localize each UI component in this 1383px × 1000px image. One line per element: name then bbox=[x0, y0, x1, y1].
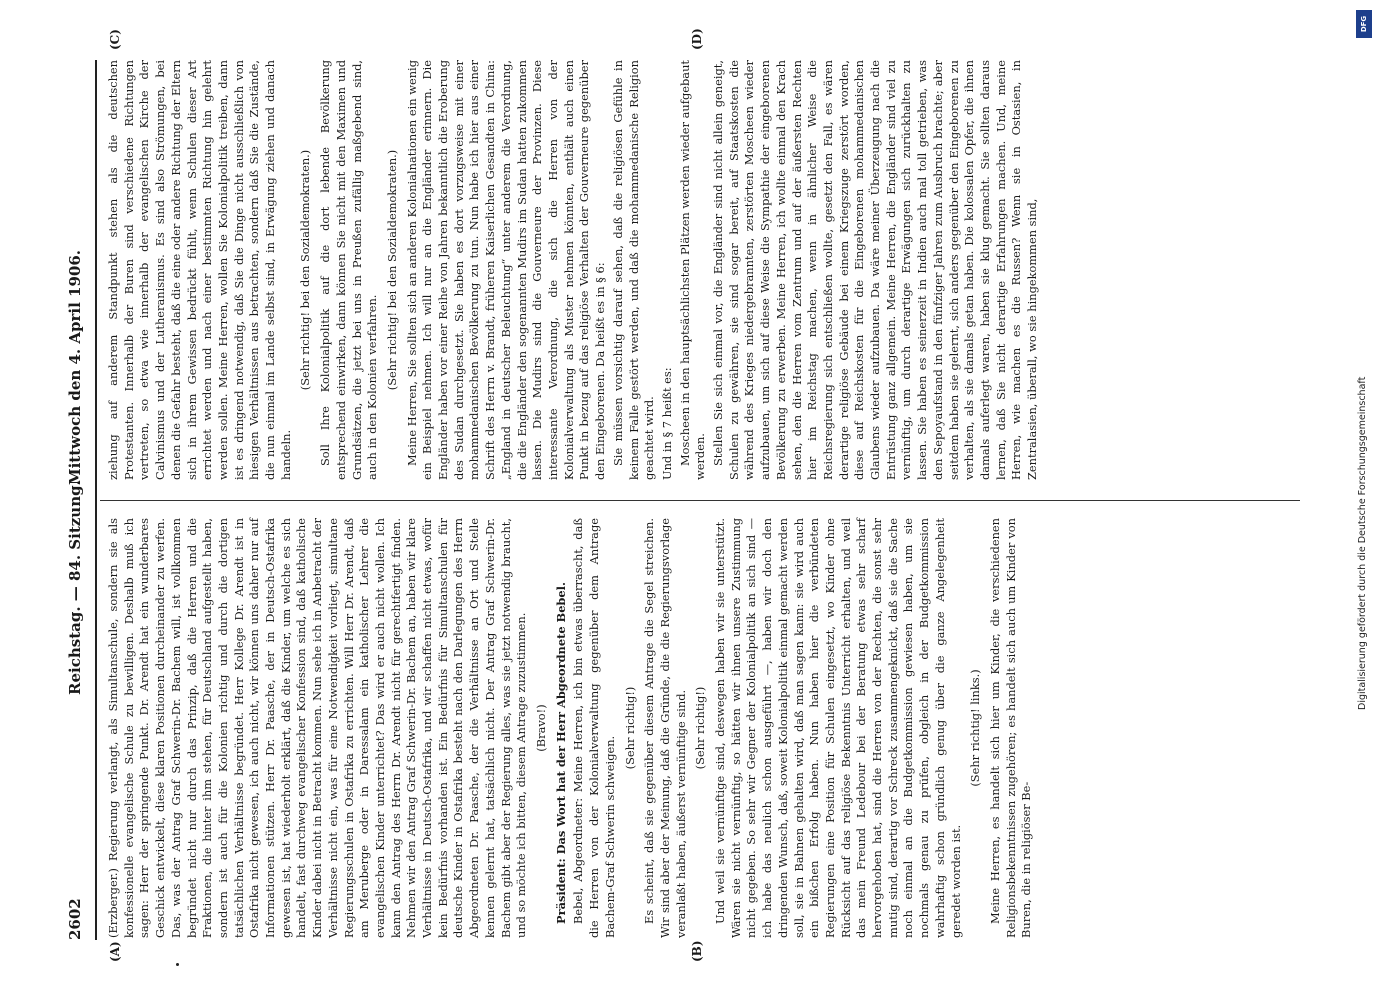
page-number: 2602 bbox=[66, 898, 84, 940]
digitization-credit bbox=[1357, 10, 1371, 710]
interjection: (Sehr richtig! bei den Sozialdemokraten.) bbox=[384, 149, 399, 391]
column-divider bbox=[100, 500, 1300, 501]
interjection: (Sehr richtig!) bbox=[622, 686, 637, 770]
session-title: Reichstag. — 84. Sitzung. bbox=[66, 480, 84, 695]
paragraph: Und in § 7 heißt es: bbox=[659, 367, 674, 480]
paragraph: Stellen Sie sich einmal vor, die Engländer sind nicht allein geneigt, Schulen zu gewähren, sie sind sogar bereit, auf Staatskosten die während des Krieges niedergebrannten, zerstörten Moscheen wieder aufzubauen, um sich auf diese Weise die Sympathie der eingeborenen Bevölkerung zu erwerben. Meine Herren, ich wollte einmal den Krach sehen, den die Herren vom Zentrum und auf der äußersten Rechten hier im Reichstag machen, wenn in ähnlicher Weise die Reichsregierung sich entschließen wollte, gesetzt den Fall, es wären derartige religiöse Gebäude bei einem Kriegszuge zerstört worden, diese auf Reichskosten für die Eingeborenen mohammedanischen Glaubens wieder aufzubauen. Da wäre meiner Überzeugung nach die Entrüstung ganz allgemein. Meine Herren, die Engländer sind viel zu vernünftig, um durch derartige Erwägungen sich zurückhalten zu lassen. Sie haben es seinerzeit in Indien auch mal toll getrieben, was den Sepoyaufstand in den fünfziger Jahren zum Ausbruch brachte; aber seitdem haben sie gelernt, sich anders gegenüber den Eingeborenen zu verhalten, als sie damals getan haben. Die kolossalen Opfer, die ihnen damals auferlegt waren, haben sie klug gemacht. Sie sollten daraus lernen, daß Sie nicht derartige Erfahrungen machen. Und, meine Herren, wie machen es die Russen? Wenn sie in Ostasien, in Zentralasien, überall, wo sie hingekommen sind, bbox=[711, 60, 1040, 480]
quotation: Moscheen in den hauptsächlichsten Plätzen werden wieder aufgebaut werden. bbox=[677, 60, 708, 480]
margin-marker-b: (B) bbox=[690, 940, 704, 962]
margin-marker-c: (C) bbox=[108, 29, 122, 50]
page-header bbox=[62, 60, 92, 940]
left-column bbox=[106, 518, 1037, 938]
interjection: (Sehr richtig!) bbox=[693, 686, 708, 770]
interjection: (Sehr richtig! bei den Sozialdemokraten.) bbox=[298, 149, 313, 391]
paragraph: Meine Herren, Sie sollten sich an anderen Kolonialnationen ein wenig ein Beispiel nehmen. Ich will nur an die Engländer erinnern. Die Engländer haben vor einer Reihe von Jahren bekanntlich die Eroberung des Sudan durchgesetzt. Sie haben es dort vorzugsweise mit einer mohammedanischen Bevölkerung zu tun. Nun habe ich hier aus einer Schrift des Herrn v. Brandt, früheren Kaiserlichen Gesandten in China: „England in deutscher Beleuchtung“ unter anderem die Verordnung, die die Engländer den sogenannten Mudirs im Sudan hatten zukommen lassen. Die Mudirs sind die Gouverneure der Provinzen. Diese interessante Verordnung, die sich die Herren von der Kolonialverwaltung als Muster nehmen könnten, enthält auch einen Punkt in bezug auf das religiöse Verhalten der Gouverneure gegenüber den Eingeborenen. Da heißt es in § 6: bbox=[404, 60, 608, 480]
session-date: Mittwoch den 4. April 1906. bbox=[66, 250, 84, 485]
right-column bbox=[106, 60, 1043, 480]
paragraph: Es scheint, daß sie gegenüber diesem Antrage die Segel streichen. Wir sind aber der Meinung, daß die Gründe, die die Regierungsvorlage veranlaßt haben, äußerst vernünftige sind. bbox=[642, 518, 688, 938]
credit-text: Digitalisierung gefördert durch die Deutsche Forschungsgemeinschaft bbox=[1357, 376, 1368, 710]
paragraph: ziehung auf anderem Standpunkt stehen als die deutschen Protestanten. Innerhalb der Buren sind verschiedene Richtungen vertreten, so etwa wie innerhalb der evangelischen Kirche der Calvinismus und der Lutheranismus. Es sind also Strömungen, bei denen die Gefahr besteht, daß die eine oder andere Richtung der Eltern sich in ihrem Gewissen bedrückt fühlt, wenn Schulen dieser Art errichtet werden und nach einer bestimmten Richtung hin gelehrt werden sollen. Meine Herren, wollen Sie Kolonialpolitik treiben, dann ist es dringend notwendig, daß Sie die Dinge nicht ausschließlich von hiesigen Verhältnissen aus betrachten, sondern daß Sie die Zustände, die nun einmal im Lande selbst sind, in Erwägung ziehen und danach handeln. bbox=[106, 60, 293, 480]
margin-marker-d: (D) bbox=[690, 28, 704, 50]
paragraph: Meine Herren, es handelt sich hier um Kinder, die verschiedenen Religionsbekenntnissen zugehören; es handelt sich auch um Kinder von Buren, die in religiöser Be- bbox=[987, 518, 1034, 938]
paragraph: Soll Ihre Kolonialpolitik auf die dort lebende Bevölkerung entsprechend einwirken, dann können Sie nicht mit den Maximen und Grundsätzen, die jetzt bei uns in Preußen zufällig maßgebend sind, auch in den Kolonien verfahren. bbox=[318, 60, 380, 480]
paragraph: (Erzberger.) Regierung verlangt, als Simultanschule, sondern sie als konfessionelle evangelische Schule zu bewilligen. Deshalb muß ich sagen: Herr der springende Punkt. Dr. Arendt hat ein wunderbares Geschick entwickelt, diese klaren Positionen durcheinander zu werfen. Das, was der Antrag Graf Schwerin-Dr. Bachem will, ist vollkommen begründet nicht nur durch das Prinzip, daß die Herren und die Fraktionen, die hinter ihm stehen, für Deutschland aufgestellt haben, sondern ist auch für die Kolonien richtig und durch die dortigen tatsächlichen Verhältnisse begründet. Herr Kollege Dr. Arendt ist in Ostafrika nicht gewesen, ich auch nicht, wir können uns daher nur auf Informationen stützen. Herr Dr. Paasche, der in Deutsch-Ostafrika gewesen ist, hat wiederholt erklärt, daß die Kinder, um welche es sich handelt, fast durchweg evangelischer Konfession sind, daß katholische Kinder dabei nicht in Betracht kommen. Nun sehe ich in Anbetracht der Verhältnisse nicht ein, was für eine Notwendigkeit vorliegt, simultane Regierungsschulen in Ostafrika zu errichten. Will Herr Dr. Arendt, daß am Meruberge oder in Daressalam ein katholischer Lehrer die evangelischen Kinder unterrichtet? Das wird er auch nicht wollen. Ich kann den Antrag des Herrn Dr. Arendt nicht für gerechtfertigt finden. Nehmen wir den Antrag Graf Schwerin-Dr. Bachem an, haben wir klare Verhältnisse in Deutsch-Ostafrika, und wir schaffen nicht etwas, wofür kein Bedürfnis vorhanden ist. Ein Bedürfnis für Simultanschulen für deutsche Kinder in Ostafrika besteht nach den Darlegungen des Herrn Abgeordneten Dr. Paasche, der die Verhältnisse an Ort und Stelle kennen gelernt hat, tatsächlich nicht. Der Antrag Graf Schwerin-Dr. Bachem gibt aber der Regierung alles, was sie jetzt notwendig braucht, und so möchte ich bitten, diesem Antrage zuzustimmen. bbox=[106, 518, 529, 938]
header-rule bbox=[95, 60, 97, 940]
interjection: (Bravo!) bbox=[533, 704, 548, 752]
quotation: Sie müssen vorsichtig darauf sehen, daß die religiösen Gefühle in keinem Falle gestört werden, und daß die mohammedanische Religion geachtet wird. bbox=[610, 60, 657, 480]
margin-marker-a: (A) bbox=[108, 941, 122, 962]
paragraph-bebel: Bebel, Abgeordneter: Meine Herren, ich bin etwas überrascht, daß die Herren von der Kolonialverwaltung gegenüber dem Antrage Bachem-Graf Schwerin schweigen. bbox=[571, 518, 617, 938]
paragraph: Und weil sie vernünftige sind, deswegen haben wir sie unterstützt. Wären sie nicht vernünftig, so hätten wir ihnen unsere Zustimmung nicht gegeben. So sehr wir Gegner der Kolonialpolitik an sich sind — ich habe das neulich schon ausgeführt —, haben wir doch den dringenden Wunsch, daß, soweit Kolonialpolitik einmal gemacht werden soll, sie in Bahnen gehalten wird, daß man sagen kann: sie wird auch ein bißchen Erfolg haben. Nun haben hier die verbündeten Regierungen eine Position für Schulen eingesetzt, wo Kinder ohne Rücksicht auf das religiöse Bekenntnis Unterricht erhalten, und weil das mein Freund Ledebour bei der Beratung etwas sehr scharf hervorgehoben hat, sind die Herren von der Rechten, die sonst sehr mutig sind, derartig vor Schreck zusammengeknickt, daß sie die Sache noch einmal an die Budgetkommission gewiesen haben, um sie nochmals genau zu prüfen, obgleich in der Budgetkommission wahrhaftig schon gründlich genug über die ganze Angelegenheit geredet worden ist. bbox=[713, 518, 963, 938]
ink-dot bbox=[176, 963, 179, 966]
paragraph-president: Präsident: Das Wort hat der Herr Abgeordnete Bebel. bbox=[553, 582, 568, 924]
dfg-logo-text: DFG bbox=[1360, 15, 1368, 33]
interjection: (Sehr richtig! links.) bbox=[968, 669, 983, 787]
